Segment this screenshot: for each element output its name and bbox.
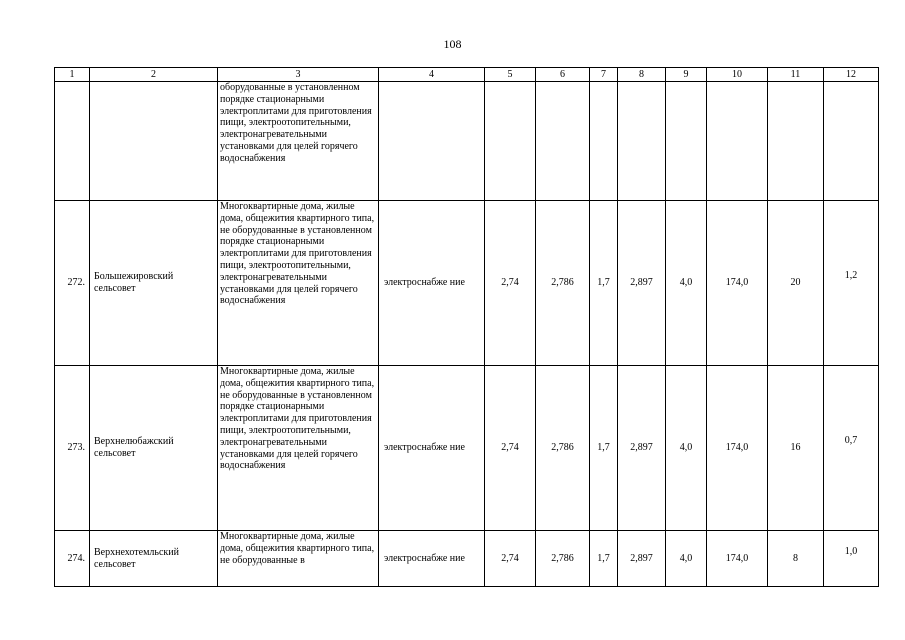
description-cell: Многоквартирные дома, жилые дома, общежития квартирного типа, не оборудованные в bbox=[218, 531, 379, 587]
header-cell: 10 bbox=[707, 68, 768, 82]
value-cell: 1,7 bbox=[590, 531, 618, 587]
value-cell: 2,786 bbox=[536, 201, 590, 366]
row-index: 273. bbox=[55, 366, 90, 531]
value-cell: 4,0 bbox=[666, 531, 707, 587]
value-cell: 1,2 bbox=[824, 201, 879, 366]
value-cell: 4,0 bbox=[666, 201, 707, 366]
row-index: 272. bbox=[55, 201, 90, 366]
description-cell: Многоквартирные дома, жилые дома, общежития квартирного типа, не оборудованные в установленном порядке стационарными электроплитами для приготовления пищи, электроотопительными, электронагревательными установками для целей горячего водоснабжения bbox=[218, 366, 379, 531]
header-cell: 7 bbox=[590, 68, 618, 82]
header-cell: 5 bbox=[485, 68, 536, 82]
header-cell: 8 bbox=[618, 68, 666, 82]
municipality-name: Верхнелюбажский сельсовет bbox=[90, 366, 218, 531]
value-cell: 2,786 bbox=[536, 366, 590, 531]
municipality-name: Верхнехотемльский сельсовет bbox=[90, 531, 218, 587]
service-cell: электроснабже ние bbox=[379, 366, 485, 531]
header-cell: 9 bbox=[666, 68, 707, 82]
header-cell: 4 bbox=[379, 68, 485, 82]
row-index: 274. bbox=[55, 531, 90, 587]
header-row bbox=[55, 68, 879, 82]
value-cell: 1,7 bbox=[590, 366, 618, 531]
value-cell: 2,786 bbox=[536, 531, 590, 587]
table-row bbox=[55, 366, 879, 531]
value-cell: 2,74 bbox=[485, 201, 536, 366]
header-cell: 12 bbox=[824, 68, 879, 82]
value-cell: 0,7 bbox=[824, 366, 879, 531]
value-cell: 174,0 bbox=[707, 201, 768, 366]
value-cell: 174,0 bbox=[707, 366, 768, 531]
value-cell: 2,897 bbox=[618, 366, 666, 531]
value-cell: 2,897 bbox=[618, 201, 666, 366]
value-cell: 2,74 bbox=[485, 531, 536, 587]
value-cell: 2,897 bbox=[618, 531, 666, 587]
value-cell: 16 bbox=[768, 366, 824, 531]
description-cell: Многоквартирные дома, жилые дома, общежития квартирного типа, не оборудованные в установленном порядке стационарными электроплитами для приготовления пищи, электроотопительными, электронагревательными установками для целей горячего водоснабжения bbox=[218, 201, 379, 366]
value-cell: 20 bbox=[768, 201, 824, 366]
value-cell: 8 bbox=[768, 531, 824, 587]
header-cell: 6 bbox=[536, 68, 590, 82]
header-cell: 2 bbox=[90, 68, 218, 82]
value-cell: 1,0 bbox=[824, 531, 879, 587]
header-cell: 1 bbox=[55, 68, 90, 82]
value-cell: 4,0 bbox=[666, 366, 707, 531]
value-cell: 174,0 bbox=[707, 531, 768, 587]
service-cell: электроснабже ние bbox=[379, 531, 485, 587]
value-cell: 1,7 bbox=[590, 201, 618, 366]
header-cell: 3 bbox=[218, 68, 379, 82]
description-cell: оборудованные в установленном порядке стационарными электроплитами для приготовления пищи, электроотопительными, электронагревательными установками для целей горячего водоснабжения bbox=[218, 82, 379, 201]
table-row bbox=[55, 201, 879, 366]
value-cell: 2,74 bbox=[485, 366, 536, 531]
header-cell: 11 bbox=[768, 68, 824, 82]
table-row bbox=[55, 82, 879, 201]
municipality-name: Большежировский сельсовет bbox=[90, 201, 218, 366]
table-row bbox=[55, 531, 879, 587]
tariff-table bbox=[54, 67, 879, 587]
page-number: 108 bbox=[443, 37, 462, 51]
service-cell: электроснабже ние bbox=[379, 201, 485, 366]
